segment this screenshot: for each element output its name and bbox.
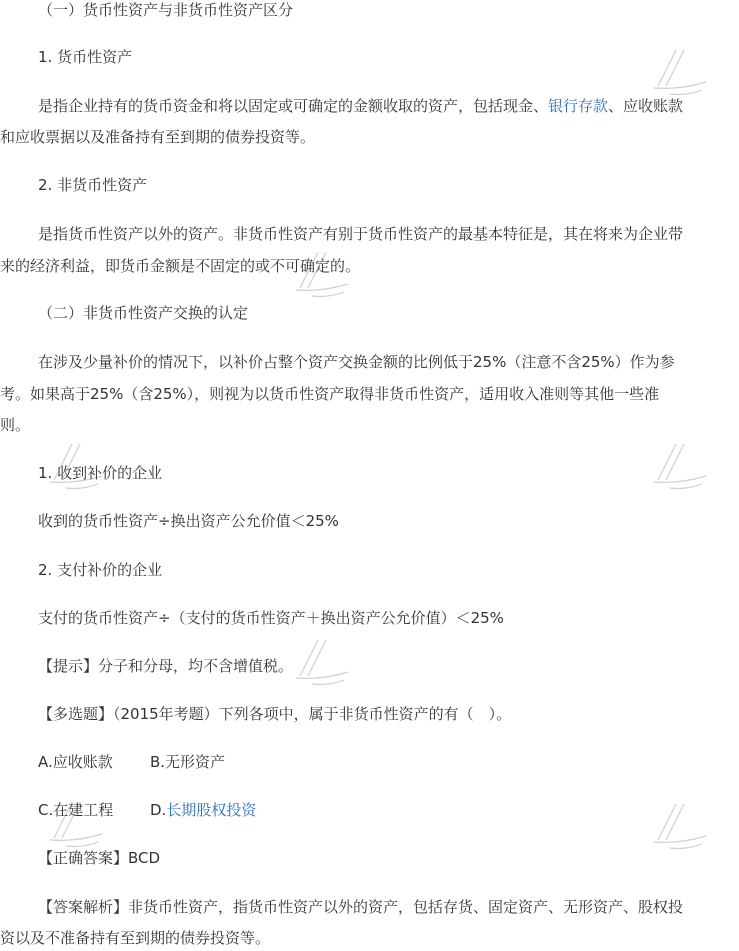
paragraph-text: 、应收账款 [608,97,684,115]
item-title-monetary: 1. 货币性资产 [38,48,133,66]
watermark-icon [640,430,710,492]
paragraph-line: 来的经济利益，即货币金额是不固定的或不可确定的。 [0,257,361,275]
option-b: B.无形资产 [150,753,226,771]
paragraph-line: 在涉及少量补价的情况下，以补价占整个资产交换金额的比例低于25%（注意不含25%）作为参 [38,353,675,371]
option-c: C.在建工程 [38,801,114,819]
watermark-icon [640,36,710,98]
link-bank-deposit[interactable]: 银行存款 [548,97,609,115]
item-title-nonmonetary: 2. 非货币性资产 [38,176,148,194]
option-d [150,800,256,820]
tip-text: 【提示】分子和分母，均不含增值税。 [38,657,294,675]
item-title-receive: 1. 收到补价的企业 [38,464,163,482]
watermark-icon [640,790,710,852]
option-d-prefix: D. [150,801,167,819]
section2-heading: （二）非货币性资产交换的认定 [38,304,249,322]
correct-answer: 【正确答案】BCD [38,849,161,867]
paragraph-line: 则。 [0,416,31,434]
question-stem: 【多选题】（2015年考题）下列各项中，属于非货币性资产的有（ ）。 [38,705,512,723]
paragraph-text: 是指企业持有的货币资金和将以固定或可确定的金额收取的资产，包括现金、 [38,97,549,115]
answer-analysis: 资以及不准备持有至到期的债券投资等。 [0,929,271,947]
formula-pay: 支付的货币性资产÷（支付的货币性资产＋换出资产公允价值）＜25% [38,609,504,627]
paragraph-line: 考。如果高于25%（含25%），则视为以货币性资产取得非货币性资产，适用收入准则等其他一些准 [0,385,660,403]
formula-receive: 收到的货币性资产÷换出资产公允价值＜25% [38,512,339,530]
item-title-pay: 2. 支付补价的企业 [38,561,163,579]
paragraph-line: 是指货币性资产以外的资产。非货币性资产有别于货币性资产的最基本特征是，其在将来为企业带 [38,225,684,243]
paragraph-line: 和应收票据以及准备持有至到期的债券投资等。 [0,128,316,146]
answer-analysis: 【答案解析】非货币性资产，指货币性资产以外的资产，包括存货、固定资产、无形资产、股权投 [38,898,684,916]
link-long-term-equity[interactable]: 长期股权投资 [166,801,257,819]
paragraph-line [38,96,683,116]
section1-heading: （一）货币性资产与非货币性资产区分 [38,1,294,19]
option-a: A.应收账款 [38,753,113,771]
